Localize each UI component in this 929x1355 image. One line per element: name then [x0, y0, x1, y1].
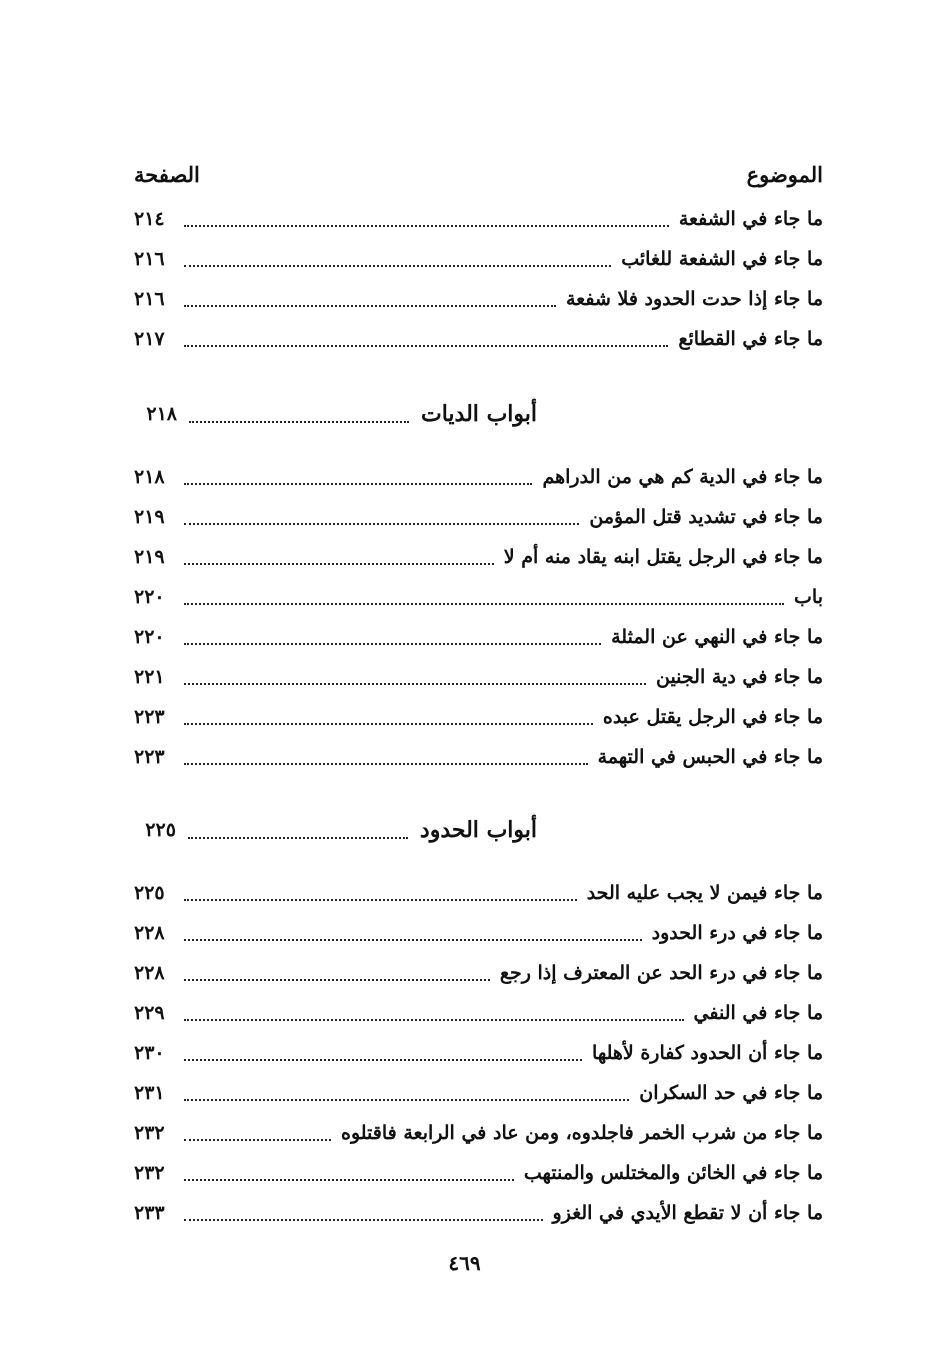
- entry-page: ٢١٨: [134, 466, 165, 488]
- entry-title: ما جاء في الحبس في التهمة: [597, 746, 823, 768]
- toc-entry: [134, 1198, 823, 1228]
- dot-leader: [184, 1018, 684, 1021]
- entry-title: ما جاء فيمن لا يجب عليه الحد: [586, 882, 823, 904]
- entry-page: ٢١٩: [134, 506, 165, 528]
- section-title: أبواب الحدود: [419, 817, 537, 843]
- entry-title: ما جاء من شرب الخمر فاجلدوه، ومن عاد في الرابعة فاقتلوه: [341, 1122, 823, 1144]
- entry-page: ٢٢٨: [134, 962, 165, 984]
- dot-leader: [184, 602, 784, 605]
- entry-title: ما جاء في النفي: [693, 1002, 823, 1024]
- entry-page: ٢٣٢: [134, 1122, 165, 1144]
- entry-page: ٢٢٩: [134, 1002, 165, 1024]
- toc-entry: [134, 244, 823, 274]
- dot-leader: [184, 1218, 543, 1221]
- dot-leader: [184, 682, 646, 685]
- toc-entry: [134, 1038, 823, 1068]
- dot-leader: [184, 762, 588, 765]
- page-number: ٤٦٩: [448, 1251, 481, 1275]
- section-title: أبواب الديات: [421, 401, 537, 427]
- entry-title: ما جاء في الشفعة: [678, 208, 823, 230]
- dot-leader: [189, 420, 409, 423]
- dot-leader: [184, 938, 642, 941]
- dot-leader: [184, 344, 668, 347]
- dot-leader: [184, 304, 556, 307]
- entry-page: ٢١٤: [134, 208, 165, 230]
- toc-entry: [134, 702, 823, 732]
- entry-title: ما جاء إذا حدت الحدود فلا شفعة: [566, 288, 823, 310]
- toc-header: [134, 158, 823, 190]
- toc-entry: [134, 462, 823, 492]
- entry-page: ٢٣١: [134, 1082, 165, 1104]
- entry-title: ما جاء في الرجل يقتل عبده: [602, 706, 823, 728]
- dot-leader: [184, 1138, 331, 1141]
- entry-page: ٢١٦: [134, 288, 165, 310]
- section-page: ٢١٨: [146, 403, 178, 425]
- toc-entry: [134, 918, 823, 948]
- dot-leader: [188, 836, 408, 839]
- section-heading-hudud: [134, 812, 537, 848]
- entry-page: ٢٣٠: [134, 1042, 165, 1064]
- section-heading-diyat: [134, 396, 537, 432]
- entry-page: ٢٣٢: [134, 1162, 165, 1184]
- toc-entry: [134, 204, 823, 234]
- topic-column-heading: الموضوع: [746, 161, 823, 187]
- toc-entry: [134, 742, 823, 772]
- entry-page: ٢٢٣: [134, 706, 165, 728]
- dot-leader: [184, 1058, 582, 1061]
- toc-entry: [134, 284, 823, 314]
- dot-leader: [184, 482, 532, 485]
- dot-leader: [184, 898, 577, 901]
- toc-entry: [134, 324, 823, 354]
- dot-leader: [184, 642, 601, 645]
- section-page: ٢٢٥: [145, 819, 176, 841]
- toc-entry: [134, 1118, 823, 1148]
- entry-title: باب: [794, 586, 823, 608]
- dot-leader: [184, 1098, 629, 1101]
- toc-entry: [134, 662, 823, 692]
- entry-title: ما جاء في درء الحد عن المعترف إذا رجع: [499, 962, 823, 984]
- entry-title: ما جاء في دية الجنين: [655, 666, 823, 688]
- dot-leader: [184, 522, 579, 525]
- entry-title: ما جاء أن لا تقطع الأيدي في الغزو: [552, 1202, 823, 1224]
- entry-page: ٢٢١: [134, 666, 165, 688]
- dot-leader: [184, 978, 490, 981]
- entry-title: ما جاء في الرجل يقتل ابنه يقاد منه أم لا: [503, 546, 823, 568]
- toc-entry: [134, 958, 823, 988]
- entry-page: ٢٢٠: [134, 626, 165, 648]
- entry-title: ما جاء في الخائن والمختلس والمنتهب: [523, 1162, 823, 1184]
- entry-page: ٢٣٣: [134, 1202, 165, 1224]
- entry-title: ما جاء في الشفعة للغائب: [621, 248, 823, 270]
- toc-entry: [134, 998, 823, 1028]
- entry-page: ٢١٦: [134, 248, 165, 270]
- entry-title: ما جاء في القطائع: [678, 328, 823, 350]
- entry-page: ٢١٧: [134, 328, 165, 350]
- dot-leader: [184, 562, 494, 565]
- entry-title: ما جاء أن الحدود كفارة لأهلها: [592, 1042, 823, 1064]
- entry-page: ٢٢٠: [134, 586, 165, 608]
- toc-entry: [134, 878, 823, 908]
- entry-page: ٢٢٥: [134, 882, 165, 904]
- toc-entry: [134, 1078, 823, 1108]
- toc-entry: [134, 622, 823, 652]
- dot-leader: [184, 224, 669, 227]
- toc-entry: [134, 1158, 823, 1188]
- entry-title: ما جاء في النهي عن المثلة: [611, 626, 823, 648]
- toc-entry: [134, 502, 823, 532]
- entry-title: ما جاء في درء الحدود: [651, 922, 823, 944]
- dot-leader: [184, 722, 593, 725]
- entry-page: ٢٢٨: [134, 922, 165, 944]
- entry-page: ٢٢٣: [134, 746, 165, 768]
- entry-title: ما جاء في تشديد قتل المؤمن: [589, 506, 823, 528]
- dot-leader: [184, 264, 611, 267]
- entry-title: ما جاء في الدية كم هي من الدراهم: [542, 466, 823, 488]
- entry-title: ما جاء في حد السكران: [639, 1082, 823, 1104]
- entry-page: ٢١٩: [134, 546, 165, 568]
- toc-entry: [134, 542, 823, 572]
- toc-entry: [134, 582, 823, 612]
- page-column-heading: الصفحة: [134, 161, 200, 187]
- dot-leader: [184, 1178, 514, 1181]
